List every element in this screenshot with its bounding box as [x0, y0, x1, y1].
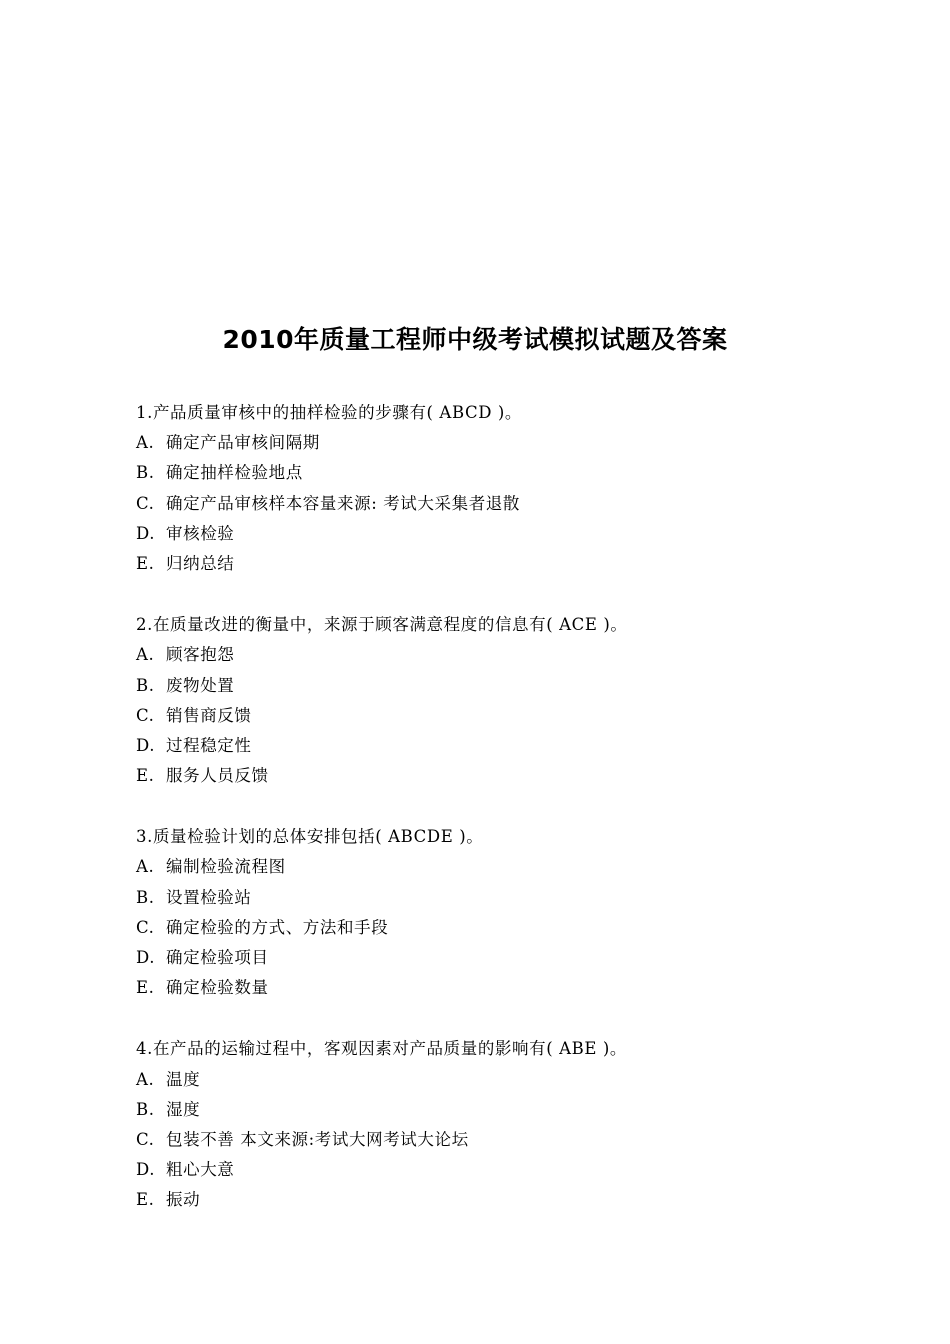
- option-letter: C.: [136, 1129, 155, 1149]
- option-letter: B.: [136, 1099, 155, 1119]
- option-c: [136, 1125, 896, 1155]
- option-letter: E.: [136, 978, 155, 998]
- question-1: [136, 398, 896, 579]
- option-text: 粗心大意: [166, 1160, 235, 1180]
- option-text: 设置检验站: [166, 887, 252, 907]
- question-stem: 4.在产品的运输过程中，客观因素对产品质量的影响有( ABE )。: [136, 1039, 627, 1059]
- option-text: 审核检验: [166, 523, 235, 543]
- option-text: 湿度: [166, 1099, 201, 1119]
- option-c: [136, 489, 896, 519]
- option-d: [136, 1155, 896, 1185]
- option-letter: E.: [136, 1190, 155, 1210]
- option-letter: C.: [136, 493, 155, 513]
- option-b: [136, 883, 896, 913]
- option-letter: C.: [136, 917, 155, 937]
- option-text: 顾客抱怨: [166, 645, 235, 665]
- option-e: [136, 973, 896, 1003]
- option-text: 销售商反馈: [166, 705, 252, 725]
- option-c: [136, 701, 896, 731]
- question-2: [136, 610, 896, 791]
- option-d: [136, 731, 896, 761]
- option-text: 温度: [166, 1069, 201, 1089]
- option-letter: A.: [136, 645, 155, 665]
- option-text: 确定产品审核间隔期: [166, 433, 320, 453]
- option-letter: B.: [136, 463, 155, 483]
- option-a: [136, 428, 896, 458]
- document-title: 2010年质量工程师中级考试模拟试题及答案: [222, 325, 728, 354]
- option-text: 包装不善 本文来源:考试大网考试大论坛: [166, 1129, 469, 1149]
- question-list: [136, 398, 896, 1247]
- option-letter: B.: [136, 675, 155, 695]
- option-text: 确定检验数量: [166, 978, 269, 998]
- option-letter: E.: [136, 766, 155, 786]
- option-text: 归纳总结: [166, 553, 235, 573]
- option-letter: E.: [136, 553, 155, 573]
- option-a: [136, 852, 896, 882]
- option-text: 确定抽样检验地点: [166, 463, 303, 483]
- option-e: [136, 1185, 896, 1215]
- option-a: [136, 1065, 896, 1095]
- option-letter: D.: [136, 735, 156, 755]
- option-letter: D.: [136, 948, 156, 967]
- option-text: 确定产品审核样本容量来源: 考试大采集者退散: [166, 493, 521, 513]
- option-a: [136, 640, 896, 670]
- option-letter: C.: [136, 705, 155, 725]
- question-stem: 3.质量检验计划的总体安排包括( ABCDE )。: [136, 827, 484, 847]
- option-d: [136, 519, 896, 549]
- option-text: 振动: [166, 1190, 201, 1210]
- option-text: 编制检验流程图: [166, 857, 286, 877]
- option-letter: A.: [136, 857, 155, 877]
- option-letter: D.: [136, 523, 156, 543]
- option-text: 确定检验的方式、方法和手段: [166, 917, 389, 937]
- option-text: 确定检验项目: [166, 948, 269, 967]
- option-c: [136, 913, 896, 943]
- option-b: [136, 671, 896, 701]
- option-letter: A.: [136, 433, 155, 453]
- option-letter: B.: [136, 887, 155, 907]
- option-e: [136, 761, 896, 791]
- option-letter: A.: [136, 1069, 155, 1089]
- option-text: 服务人员反馈: [166, 766, 269, 786]
- option-b: [136, 458, 896, 488]
- option-e: [136, 549, 896, 579]
- option-text: 废物处置: [166, 675, 235, 695]
- option-text: 过程稳定性: [166, 735, 252, 755]
- question-stem: 1.产品质量审核中的抽样检验的步骤有( ABCD )。: [136, 403, 523, 422]
- question-stem: 2.在质量改进的衡量中，来源于顾客满意程度的信息有( ACE )。: [136, 615, 628, 635]
- question-4: [136, 1034, 896, 1215]
- option-d: [136, 943, 896, 973]
- question-3: [136, 822, 896, 1003]
- option-letter: D.: [136, 1160, 156, 1180]
- option-b: [136, 1095, 896, 1125]
